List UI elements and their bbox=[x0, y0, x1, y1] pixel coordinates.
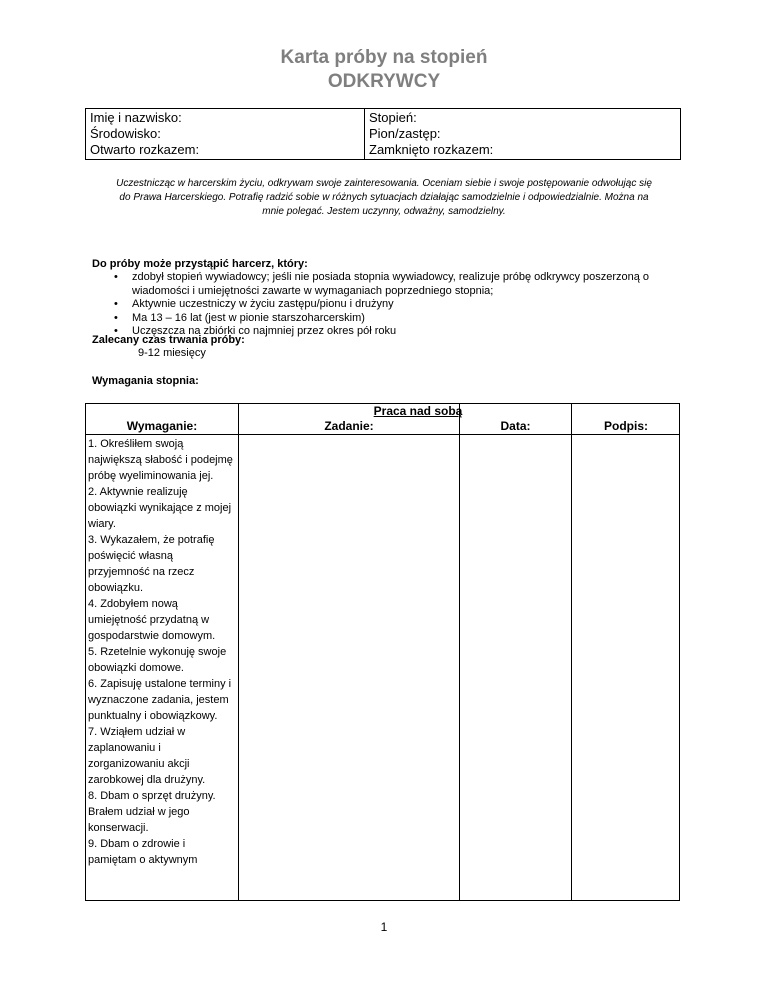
requirements-grid bbox=[85, 403, 680, 901]
requirement-item: 2. Aktywnie realizuję obowiązki wynikające z mojej wiary. bbox=[88, 486, 232, 530]
requirement-item: 3. Wykazałem, że potrafię poświęcić własną przyjemność na rzecz obowiązku. bbox=[88, 534, 215, 594]
field-rank: Stopień: bbox=[369, 110, 417, 125]
eligibility-label: Do próby może przystąpić harcerz, który: bbox=[92, 258, 308, 270]
requirement-item: 4. Zdobyłem nową umiejętność przydatną w gospodarstwie domowym. bbox=[88, 598, 216, 642]
field-opened-order: Otwarto rozkazem: bbox=[90, 142, 200, 157]
duration-value: 9-12 miesięcy bbox=[138, 347, 206, 359]
field-name: Imię i nazwisko: bbox=[90, 110, 182, 125]
requirement-item: 7. Wziąłem udział w zaplanowaniu i zorganizowaniu akcji zarobkowej dla drużyny. bbox=[88, 726, 206, 786]
list-item: • Aktywnie uczestniczy w życiu zastępu/pionu i drużyny bbox=[114, 298, 394, 310]
bullet-icon: • bbox=[114, 271, 118, 283]
eligibility-list bbox=[92, 271, 672, 339]
requirement-item: 8. Dbam o sprzęt drużyny. Brałem udział w jego konserwacji. bbox=[88, 790, 216, 834]
requirements-label: Wymagania stopnia: bbox=[92, 375, 199, 387]
col-header-signature: Podpis: bbox=[604, 419, 648, 433]
intro-text: Uczestnicząc w harcerskim życiu, odkrywam swoje zainteresowania. Oceniam siebie i swoje postępowanie odwołując się do Prawa Harcerskiego. Potrafię radzić sobie w różnych sytuacjach działając samodzielnie i odpowiedzialnie. Można na mnie polegać. Jestem uczynny, odważny, samodzielny. bbox=[116, 178, 652, 217]
task-cell[interactable] bbox=[239, 435, 459, 900]
duration-label: Zalecany czas trwania próby: bbox=[92, 334, 245, 346]
requirement-item: 1. Określiłem swoją największą słabość i podejmę próbę wyeliminowania jej. bbox=[88, 438, 233, 482]
col-header-requirement: Wymaganie: bbox=[126, 419, 198, 433]
bullet-icon: • bbox=[114, 325, 118, 337]
requirement-item: 9. Dbam o zdrowie i pamiętam o aktywnym bbox=[88, 838, 198, 866]
info-table bbox=[85, 108, 681, 160]
field-environment: Środowisko: bbox=[90, 126, 161, 141]
document-title: Karta próby na stopień bbox=[280, 47, 488, 68]
section-title: Praca nad sobą bbox=[373, 404, 463, 418]
list-item: • zdobył stopień wywiadowcy; jeśli nie posiada stopnia wywiadowcy, realizuje próbę odkrywcy poszerzoną o wiadomości i umiejętności zawarte w wymaganiach poprzedniego stopnia; bbox=[114, 271, 650, 297]
date-cell[interactable] bbox=[460, 435, 571, 900]
list-item: • Ma 13 – 16 lat (jest w pionie starszoharcerskim) bbox=[114, 311, 365, 324]
bullet-icon: • bbox=[114, 311, 118, 324]
requirement-item: 6. Zapisuję ustalone terminy i wyznaczone zadania, jestem punktualny i obowiązkowy. bbox=[88, 678, 232, 722]
document-subtitle: ODKRYWCY bbox=[327, 71, 441, 92]
signature-cell[interactable] bbox=[572, 435, 679, 900]
requirement-list bbox=[88, 436, 236, 868]
bullet-icon: • bbox=[114, 298, 118, 310]
requirement-item: 5. Rzetelnie wykonuję swoje obowiązki domowe. bbox=[88, 646, 227, 674]
col-header-date: Data: bbox=[500, 419, 531, 433]
list-item: • Uczęszcza na zbiórki co najmniej przez okres pół roku bbox=[114, 325, 397, 337]
info-cell-right[interactable] bbox=[365, 109, 681, 160]
page-number: 1 bbox=[380, 920, 388, 934]
info-cell-left[interactable] bbox=[86, 109, 365, 160]
col-header-task: Zadanie: bbox=[324, 419, 374, 433]
field-division: Pion/zastęp: bbox=[369, 126, 441, 141]
field-closed-order: Zamknięto rozkazem: bbox=[369, 142, 494, 157]
